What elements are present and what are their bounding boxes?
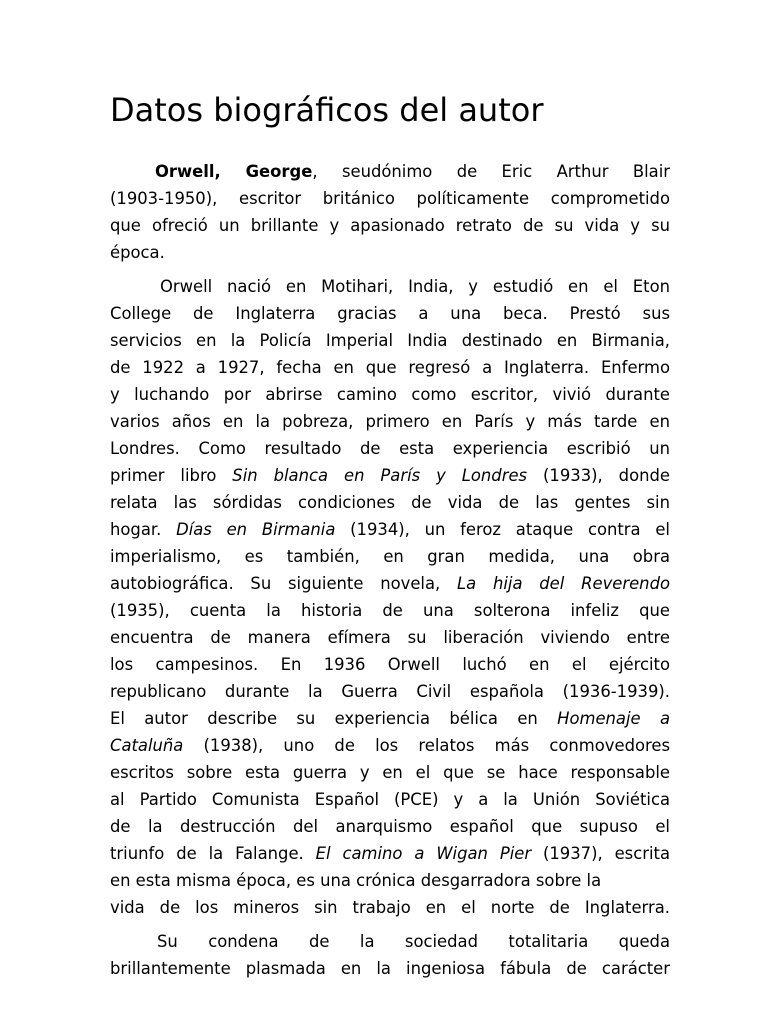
- text-run: hogar.: [110, 520, 177, 539]
- text-run: varios años en la pobreza, primero en París y más tarde en: [110, 412, 670, 431]
- text-line: [110, 273, 670, 300]
- book-title: La hija del Reverendo: [457, 574, 670, 593]
- text-run: (1903-1950), escritor británico políticamente comprometido: [110, 189, 670, 208]
- text-line: [110, 705, 670, 732]
- text-line: [110, 489, 670, 516]
- text-line: [110, 543, 670, 570]
- text-line: [110, 928, 670, 955]
- text-run: Londres. Como resultado de esta experiencia escribió un: [110, 439, 670, 458]
- text-line: [110, 813, 670, 840]
- text-line: [110, 185, 670, 212]
- book-title: Cataluña: [110, 736, 184, 755]
- text-run: (1937), escrita: [531, 844, 670, 863]
- paragraph: [110, 158, 670, 266]
- text-line: [110, 894, 670, 921]
- document-title: Datos biográficos del autor: [110, 91, 544, 129]
- text-run: de 1922 a 1927, fecha en que regresó a Inglaterra. Enfermo: [110, 358, 670, 377]
- text-run: republicano durante la Guerra Civil española (1936-1939).: [110, 682, 670, 701]
- text-line: [110, 327, 670, 354]
- text-line: [110, 840, 670, 867]
- text-line: [110, 955, 670, 982]
- book-title: Días en Birmania: [176, 520, 336, 539]
- text-run: al Partido Comunista Español (PCE) y a la Unión Soviética: [110, 790, 670, 809]
- paragraph: [110, 273, 670, 921]
- text-run: (1935), cuenta la historia de una solterona infeliz que: [110, 601, 670, 620]
- paragraph-gap: [110, 266, 670, 273]
- text-line: [110, 624, 670, 651]
- text-run: Orwell nació en Motihari, India, y estudió en el Eton: [160, 277, 670, 296]
- text-line: [110, 239, 670, 266]
- text-run: de la destrucción del anarquismo español que supuso el: [110, 817, 670, 836]
- text-run: , seudónimo de Eric Arthur Blair: [312, 162, 670, 181]
- text-run: (1933), donde: [527, 466, 670, 485]
- text-line: [110, 381, 670, 408]
- text-run: (1934), un feroz ataque contra el: [335, 520, 670, 539]
- text-run: encuentra de manera efímera su liberación viviendo entre: [110, 628, 670, 647]
- text-run: relata las sórdidas condiciones de vida de las gentes sin: [110, 493, 670, 512]
- text-line: [110, 408, 670, 435]
- text-line: [110, 759, 670, 786]
- text-line: [110, 158, 670, 185]
- document-body: [110, 158, 670, 982]
- text-line: [110, 651, 670, 678]
- author-name: Orwell, George: [155, 162, 313, 181]
- text-run: que ofreció un brillante y apasionado retrato de su vida y su: [110, 216, 670, 235]
- text-line: [110, 435, 670, 462]
- text-run: (1938), uno de los relatos más conmovedores: [183, 736, 670, 755]
- text-run: primer libro: [110, 466, 233, 485]
- text-line: [110, 462, 670, 489]
- paragraph-gap: [110, 921, 670, 928]
- text-line: [110, 354, 670, 381]
- text-run: autobiográfica. Su siguiente novela,: [110, 574, 457, 593]
- text-line: [110, 597, 670, 624]
- book-title: El camino a Wigan Pier: [315, 844, 532, 863]
- book-title: Homenaje a: [557, 709, 670, 728]
- text-run: El autor describe su experiencia bélica en: [110, 709, 558, 728]
- text-run: vida de los mineros sin trabajo en el norte de Inglaterra.: [110, 898, 670, 917]
- text-line: [110, 516, 670, 543]
- text-line: [110, 570, 670, 597]
- text-line: [110, 786, 670, 813]
- text-run: los campesinos. En 1936 Orwell luchó en el ejército: [110, 655, 670, 674]
- text-line: [110, 732, 670, 759]
- text-run: época.: [110, 243, 165, 262]
- text-run: brillantemente plasmada en la ingeniosa fábula de carácter: [110, 959, 670, 978]
- text-run: en esta misma época, es una crónica desgarradora sobre la: [110, 871, 602, 890]
- paragraph: [110, 928, 670, 982]
- text-run: triunfo de la Falange.: [110, 844, 316, 863]
- text-run: escritos sobre esta guerra y en el que se hace responsable: [110, 763, 670, 782]
- text-run: servicios en la Policía Imperial India destinado en Birmania,: [110, 331, 670, 350]
- text-line: [110, 212, 670, 239]
- book-title: Sin blanca en París y Londres: [232, 466, 528, 485]
- text-run: Su condena de la sociedad totalitaria queda: [157, 932, 670, 951]
- text-line: [110, 678, 670, 705]
- text-run: imperialismo, es también, en gran medida, una obra: [110, 547, 670, 566]
- text-line: [110, 867, 670, 894]
- text-line: [110, 300, 670, 327]
- text-run: y luchando por abrirse camino como escritor, vivió durante: [110, 385, 670, 404]
- text-run: College de Inglaterra gracias a una beca. Prestó sus: [110, 304, 670, 323]
